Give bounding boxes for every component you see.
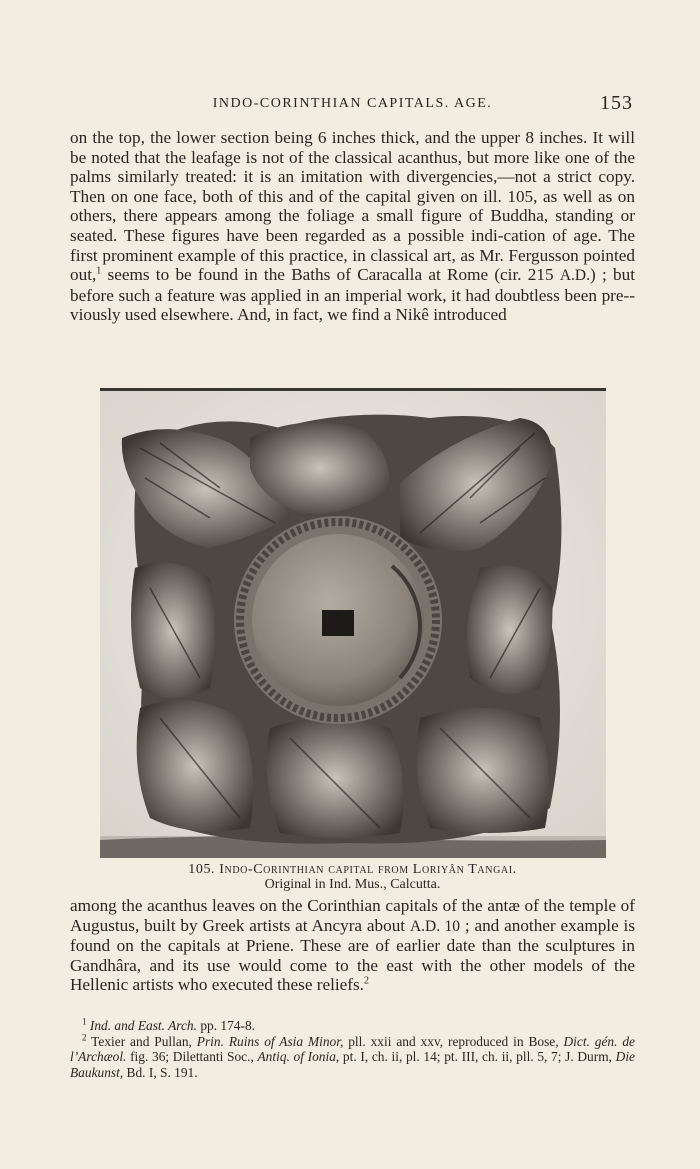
paragraph-top-text-1: on the top, the lower section being 6 inches thick, and the upper 8 inches. It will be noted that the leafage is not of the classical acanthus, but more like one of the palms similarly treated: it is an imitation with divergencies,—not a strict copy. Then on one face, both of this and of the capital given on ill. 105, as well as on others, there appears among the foliage a small figure of Buddha, standing or seated. These figures have been regarded as a possible indi-cation of age. The first prominent example of this practice, in classical art, as Mr. Fergusson pointed out, — [70, 128, 635, 285]
footnote-title: Dict. gén. de l’Archæol. — [70, 1033, 635, 1064]
footnote-title: Ind. and East. Arch. — [89, 1018, 197, 1033]
capital-photograph-image — [100, 388, 606, 858]
paragraph-top-text-3: ) ; but before such a feature was applied in an imperial work, it had doubtless been pre-viously used elsewhere. And, in fact, we find a Nikê introduced — [70, 265, 635, 325]
footnote-text: pt. I, ch. ii, pl. 14; pt. III, ch. ii, pll. 5, 7; J. Durm, — [339, 1049, 616, 1064]
era-abbreviation: A.D. 10 — [409, 917, 460, 935]
paragraph-bottom — [70, 896, 635, 995]
footnote-text: pp. 174-8. — [196, 1018, 256, 1033]
footnote-title: Antiq. of Ionia, — [257, 1049, 340, 1064]
page-header — [70, 92, 635, 120]
footnote-ref-2[interactable]: 2 — [363, 975, 369, 987]
footnote-text: Bd. I, S. 191. — [123, 1064, 198, 1080]
page-number: 153 — [600, 92, 633, 114]
paragraph-top-text-2: seems to be found in the Baths of Caracalla at Rome (cir. 215 — [101, 265, 560, 285]
figure-caption: 105. Indo-Corinthian capital from Loriyân Tangai. — [188, 862, 517, 877]
figure-source: Original in Ind. Mus., Calcutta. — [264, 877, 441, 892]
footnote-text: Texier and Pullan, — [86, 1033, 197, 1049]
footnote-ref-1[interactable]: 1 — [96, 265, 102, 277]
running-title: INDO-CORINTHIAN CAPITALS. AGE. — [212, 96, 493, 111]
era-abbreviation: A.D. — [559, 267, 590, 285]
footnotes — [70, 1018, 635, 1080]
footnote-title: Die Baukunst, — [70, 1049, 635, 1080]
footnote-2 — [70, 1034, 635, 1081]
paragraph-bottom-text-1: among the acanthus leaves on the Corinthian capitals of the antæ of the temple of Augustus, built by Greek artists at Ancyra about — [70, 896, 635, 935]
footnote-text: fig. 36; Dilettanti Soc., — [126, 1049, 258, 1064]
paragraph-top — [70, 128, 635, 325]
footnote-text: pll. xxii and xxv, reproduced in Bose, — [343, 1033, 564, 1049]
footnote-mark: 1 — [82, 1016, 87, 1027]
capital-photograph — [100, 388, 606, 858]
footnote-1 — [70, 1018, 635, 1034]
footnote-title: Prin. Ruins of Asia Minor, — [196, 1033, 344, 1049]
paragraph-bottom-text-2: ; and another example is found on the capitals at Priene. These are of earlier date than the sculptures in Gandhâra, and its use would come to the east with the other models of the Hellenic artists who executed these reliefs. — [70, 915, 636, 995]
footnote-mark: 2 — [82, 1032, 87, 1043]
